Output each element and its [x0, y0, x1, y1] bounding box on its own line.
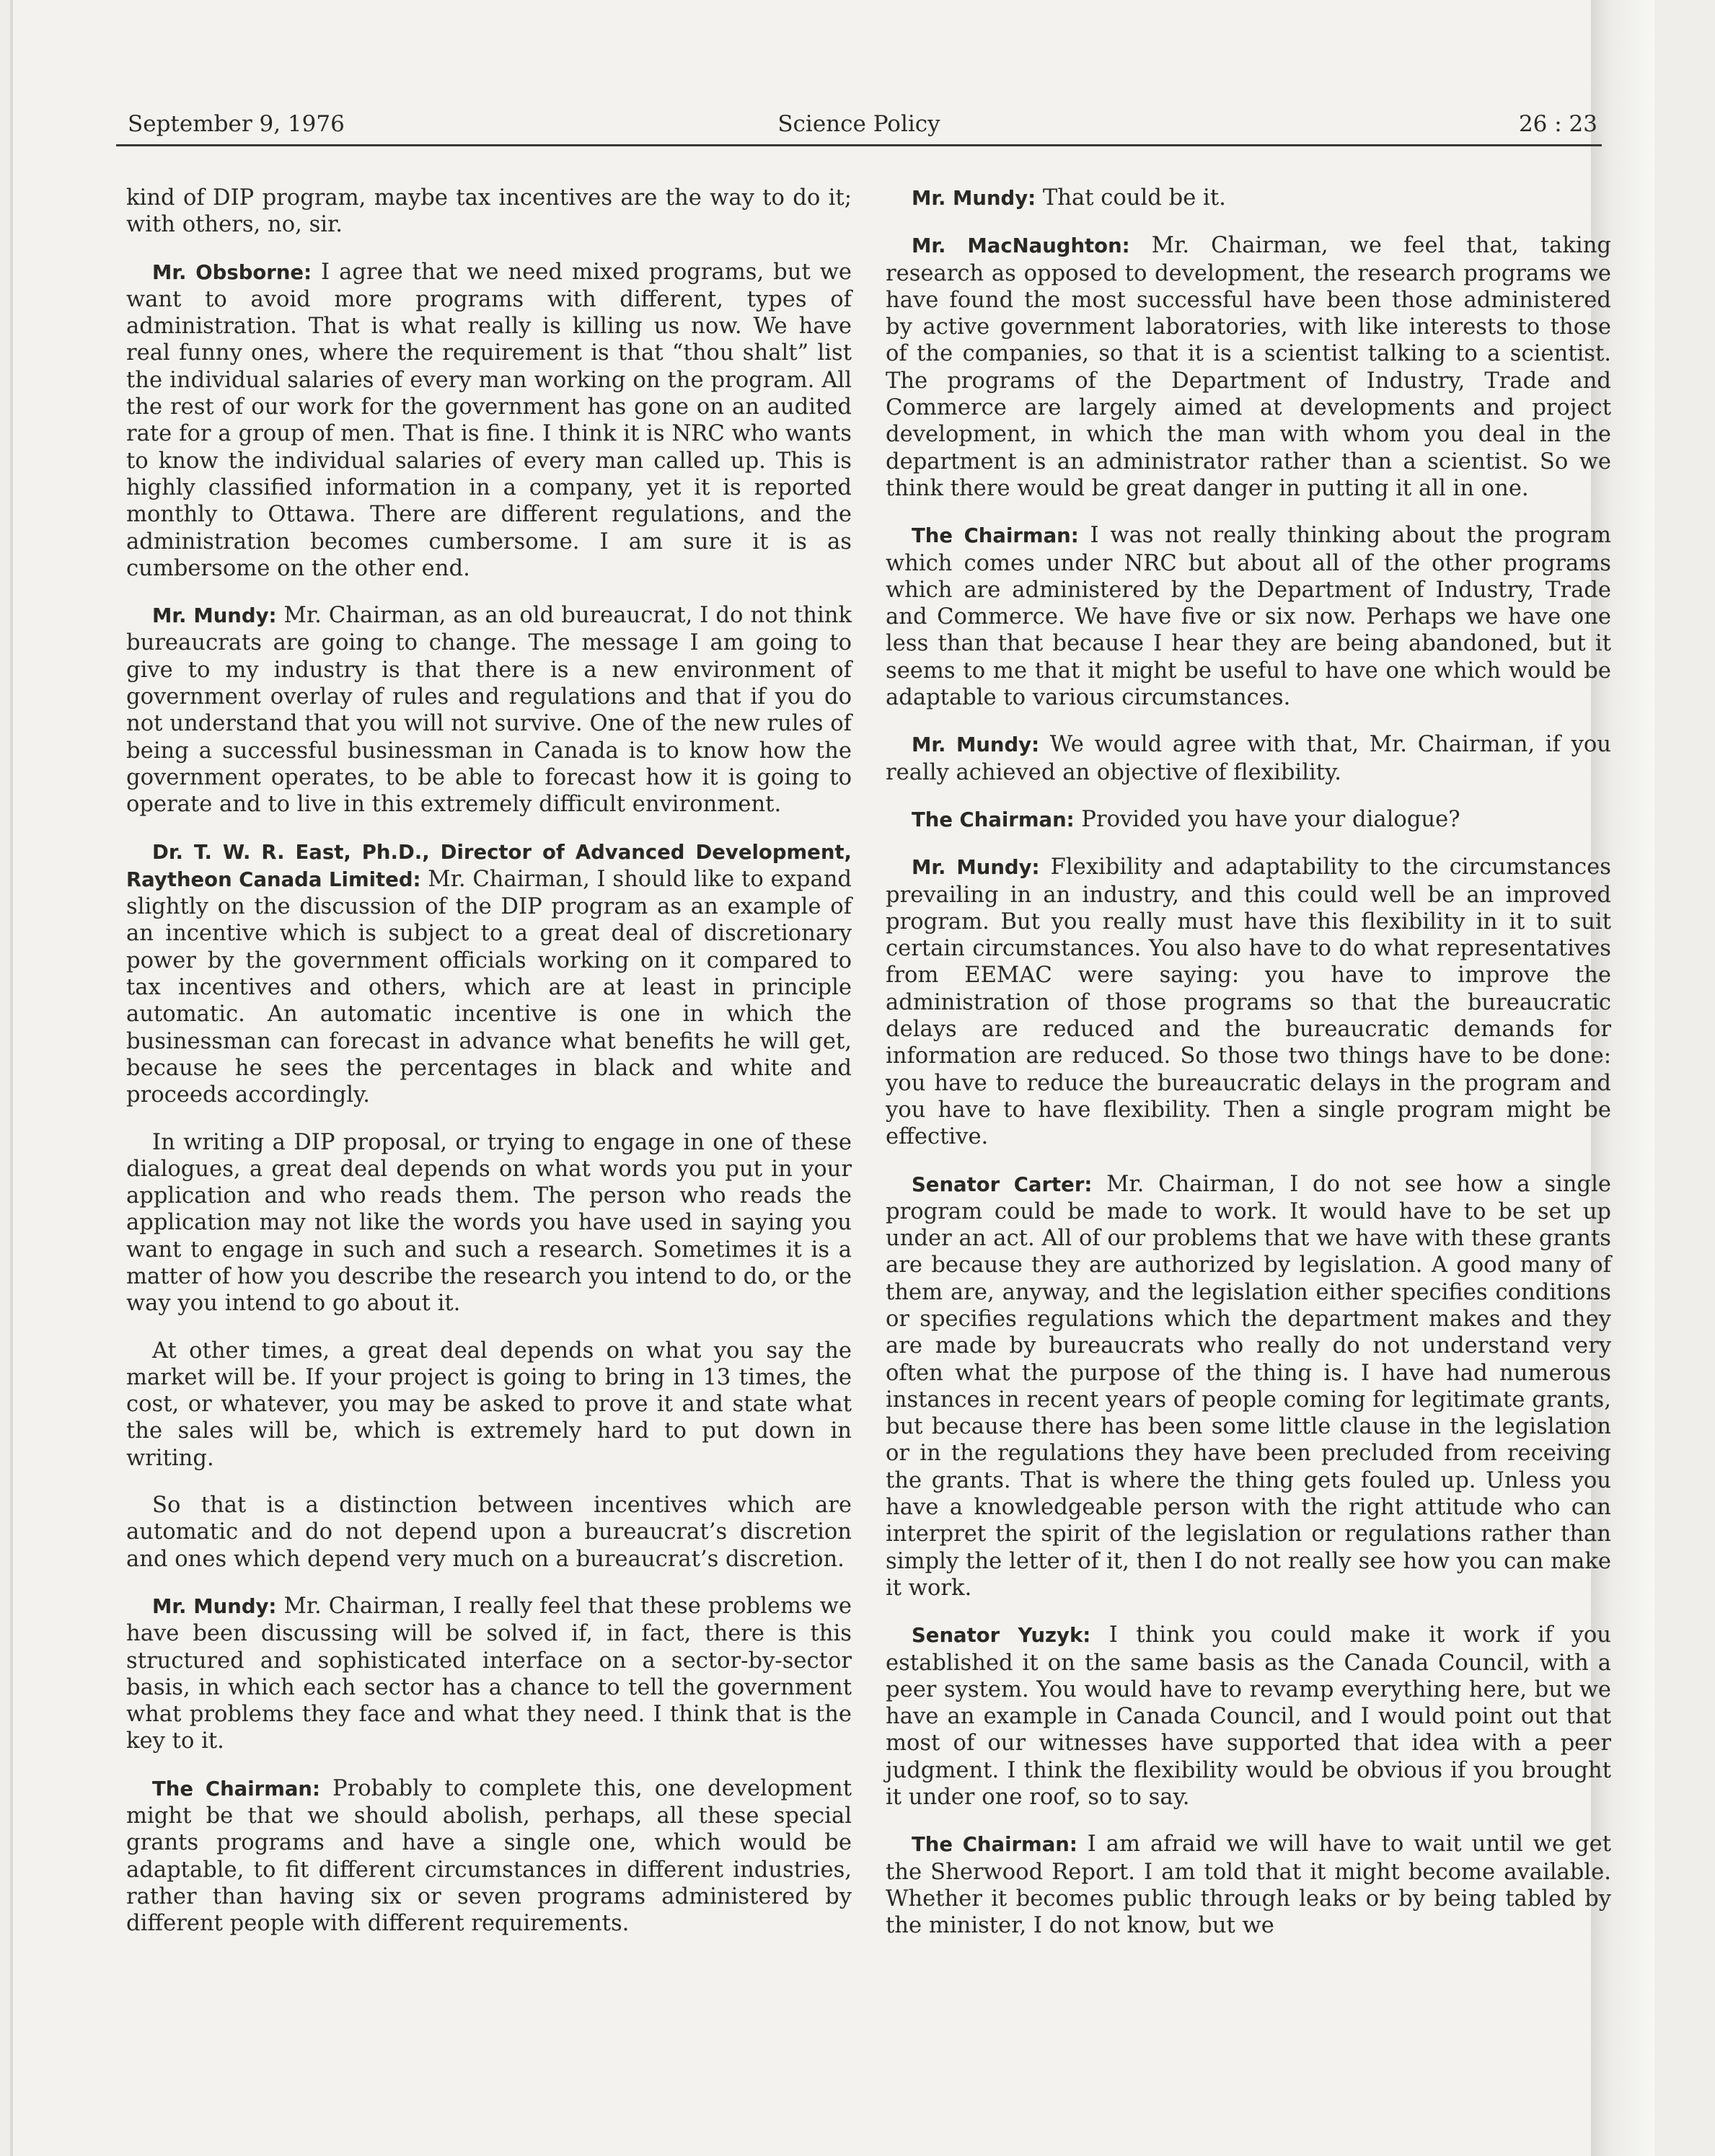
speaker-name: Dr. T. W. R. East, Ph.D., Director of Advanced Development, Raytheon Canada Limited: — [126, 840, 852, 891]
speaker-name: Senator Carter: — [912, 1172, 1093, 1196]
paragraph — [126, 185, 852, 239]
speaker-name: The Chairman: — [912, 808, 1075, 831]
speaker-name: Mr. Mundy: — [912, 856, 1040, 880]
paragraph — [126, 602, 852, 818]
paragraph — [886, 1171, 1611, 1602]
paragraph — [126, 259, 852, 583]
paragraph — [886, 1831, 1611, 1939]
paragraph-text: Mr. Chairman, I do not see how a single program could be made to work. It would have to be set up under an act. All of our problems that we have with these grants are because they are authorized by legislation. A good many of them are, anyway, and the legislation either specifies conditions or specifies regulations which the department makes and they are made by bureaucrats who really do not understand very often what the purpose of the thing is. I have had numerous instances in recent years of people coming for legitimate grants, but because there has been some little clause in the legislation or in the regulations they have been precluded from receiving the grants. That is where the thing gets fouled up. Unless you have a knowledgeable person with the right attitude who can interpret the spirit of the legislation or regulations rather than simply the letter of it, then I do not really see how you can make it work. — [886, 1171, 1611, 1601]
speaker-name: Senator Yuzyk: — [912, 1624, 1091, 1648]
paragraph — [886, 806, 1611, 834]
paragraph-text: Provided you have your dialogue? — [1074, 806, 1460, 832]
paragraph-text: Mr. Chairman, I should like to expand slightly on the discussion of the DIP program as an example of an incentive which is subject to a great deal of discretionary power by the government officials working on it compared to tax incentives and others, which are at least in principle automatic. An automatic incentive is one in which the businessman can forecast in advance what benefits he will get, because he sees the percentages in black and white and proceeds accordingly. — [126, 866, 852, 1108]
paragraph-text: We would agree with that, Mr. Chairman, if you really achieved an objective of flexibility. — [886, 732, 1611, 785]
speaker-name: Mr. Mundy: — [152, 604, 277, 628]
paragraph — [126, 839, 852, 1109]
paragraph — [126, 1338, 852, 1472]
speaker-name: Mr. Mundy: — [152, 1594, 277, 1618]
header-page-number: 26 : 23 — [1518, 111, 1597, 137]
paragraph-text: I think you could make it work if you established it on the same basis as the Canada Council, with a peer system. You would have to revamp everything here, but we have an example in Canada Council, and I would point out that most of our witnesses have supported that idea with a peer judgment. I think the flexibility would be obvious if you brought it under one roof, so to say. — [886, 1622, 1611, 1811]
paragraph-text: At other times, a great deal depends on what you say the market will be. If your project is going to bring in 13 times, the cost, or whatever, you may be asked to prove it and state what the sales will be, which is extremely hard to put down in writing. — [126, 1338, 852, 1471]
paragraph-text: So that is a distinction between incentives which are automatic and do not depend upon a bureaucrat’s discretion and ones which depend very much on a bureaucrat’s discretion. — [126, 1493, 852, 1572]
document-page — [10, 0, 1654, 2156]
paragraph — [886, 731, 1611, 786]
speaker-name: Mr. Mundy: — [912, 187, 1036, 210]
page-header — [116, 108, 1602, 146]
left-column — [126, 185, 852, 1958]
paragraph-text: kind of DIP program, maybe tax incentives are the way to do it; with others, no, sir. — [126, 185, 852, 238]
speaker-name: Mr. Mundy: — [912, 733, 1040, 757]
paragraph — [126, 1492, 852, 1573]
paragraph-text: I am afraid we will have to wait until we get the Sherwood Report. I am told that it might become available. Whether it becomes public through leaks or by being tabled by the minister, I do not know, but we — [886, 1832, 1612, 1939]
paragraph-text: Mr. Chairman, we feel that, taking research as opposed to development, the research programs we have found the most successful have been those administered by active government laboratories, with like interests to those of the companies, so that it is a scientist talking to a scientist. The programs of the Department of Industry, Trade and Commerce are largely aimed at developments and project development, in which the man with whom you deal in the department is an administrator rather than a scientist. So we think there would be great danger in putting it all in one. — [886, 233, 1611, 501]
header-date: September 9, 1976 — [128, 111, 345, 137]
speaker-name: The Chairman: — [152, 1777, 320, 1801]
paragraph-text: That could be it. — [1036, 185, 1226, 211]
paragraph — [886, 185, 1611, 212]
paragraph — [886, 232, 1611, 502]
paragraph-text: Mr. Chairman, I really feel that these problems we have been discussing will be solved if, in fact, there is this structured and sophisticated interface on a sector-by-sector basis, in which each sector has a chance to tell the government what problems they face and what they need. I think that is the key to it. — [126, 1593, 852, 1754]
paragraph — [126, 1129, 852, 1317]
paragraph — [126, 1775, 852, 1938]
paragraph-text: I agree that we need mixed programs, but we want to avoid more programs with different, types of administration. That is what really is killing us now. We have real funny ones, where the requirement is that “thou shalt” list the individual salaries of every man working on the program. All the rest of our work for the government has gone on an audited rate for a group of men. That is fine. I think it is NRC who wants to know the individual salaries of every man called up. This is highly classified information in a company, yet it is reported monthly to Ottawa. There are different regulations, and the administration becomes cumbersome. I am sure it is as cumbersome on the other end. — [126, 259, 852, 581]
paragraph — [886, 1622, 1611, 1811]
speaker-name: Mr. Obsborne: — [152, 260, 312, 284]
right-column — [886, 185, 1611, 1960]
paragraph-text: I was not really thinking about the program which comes under NRC but about all of the other programs which are administered by the Department of Industry, Trade and Commerce. We have five or six now. Perhaps we have one less than that because I hear they are being abandoned, but it seems to me that it might be useful to have one which would be adaptable to various circumstances. — [886, 523, 1611, 711]
paragraph — [886, 522, 1611, 711]
paragraph-text: Mr. Chairman, as an old bureaucrat, I do not think bureaucrats are going to change. The message I am going to give to my industry is that there is a new environment of government overlay of rules and regulations and that if you do not understand that you will not survive. One of the new rules of being a successful businessman in Canada is to know how the government operates, to be able to forecast how it is going to operate and to live in this extremely difficult environment. — [126, 603, 852, 818]
speaker-name: The Chairman: — [912, 1833, 1077, 1857]
speaker-name: Mr. MacNaughton: — [912, 234, 1130, 258]
paragraph — [886, 854, 1611, 1150]
paragraph-text: Probably to complete this, one development might be that we should abolish, perhaps, all these special grants programs and have a single one, which would be adaptable, to fit different circumstances in different industries, rather than having six or seven programs administered by different people with different requirements. — [126, 1775, 852, 1937]
speaker-name: The Chairman: — [912, 524, 1079, 548]
paragraph — [126, 1593, 852, 1755]
paragraph-text: Flexibility and adaptability to the circumstances prevailing in an industry, and this could well be an improved program. But you really must have this flexibility in it to suit certain circumstances. You also have to do what representatives from EEMAC were saying: you have to improve the administration of those programs so that the bureaucratic delays are reduced and the bureaucratic demands for information are reduced. So those two things have to be done: you have to reduce the bureaucratic delays in the program and you have to have flexibility. Then a single program might be effective. — [886, 854, 1611, 1150]
header-title: Science Policy — [777, 111, 940, 137]
paragraph-text: In writing a DIP proposal, or trying to engage in one of these dialogues, a great deal depends on what words you put in your application and who reads them. The person who reads the application may not like the words you have used in saying you want to engage in such and such a research. Sometimes it is a matter of how you describe the research you intend to do, or the way you intend to go about it. — [126, 1129, 852, 1317]
